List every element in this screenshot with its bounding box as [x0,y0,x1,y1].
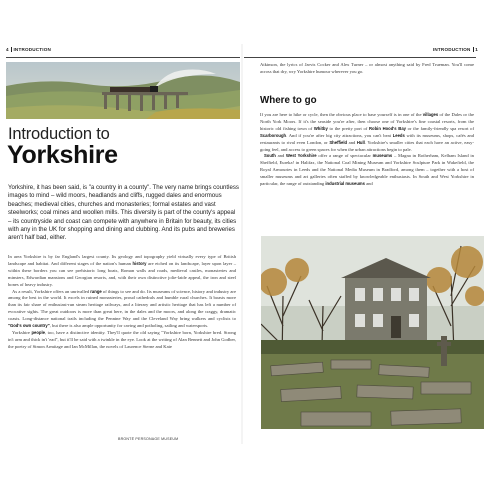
header-divider [11,47,12,52]
body-paragraph: Yorkshire people, too, have a distinctive identity. They'll quote the old saying "Yorkshire born, Yorkshire bred. Strong in't arm and thick in't 'ead", but it'll be said with a twinkle in the eye. Look at the writing of Alan Bennett and John Godber, the poetry of Simon Armitage and Ian McMillan, the novels of Laurence Sterne and Kate [8,329,236,349]
intro-heading-place: Yorkshire [7,141,118,169]
parsonage-illustration [261,236,484,429]
intro-heading-line: Introduction to [8,125,110,143]
steam-train-viaduct-photo [6,62,240,119]
lead-paragraph: Yorkshire, it has been said, is "a country in a county". The very name brings countless images to mind – wild moors, headlands and cliffs, rugged dales and enormous beaches; medieval cities, churches and monasteries; formal estates and vast steelworks; coal mines and woollen mills. This diversity is part of the county's appeal – its countryside and coast can compete with anywhere in Britain for beauty, its cities with any in the UK for shopping and dining and clubbing. And its pubs and breweries aren't half bad, either. [8,184,239,242]
header-divider [473,47,474,52]
continued-text [260,62,474,76]
body-paragraph: If you are here to hike or cycle, then the obvious place to base yourself is in one of the villages of the Dales or the North York Moors. If it's the seaside you're after, then choose one of Yorkshire's fine coastal resorts, from the historic old fishing town of Whitby to the pretty port of Robin Hood's Bay or the family-friendly spa resort of Scarborough. And if you're after big city attractions, you can't beat Leeds with its museums, shops, cafés and restaurants to rival even London, or Sheffield and Hull. Yorkshire's smaller cities that each have an active, easy-going feel, and access to green spaces for when the urban attractions begin to pale. [260,112,475,152]
right-body-text [260,112,474,188]
page-number: 4 [6,47,9,52]
body-paragraph: Atkinson, the lyrics of Jarvis Cocker and Alex Turner – or almost anything said by Fred Trueman. You'll come across that dry, wry Yorkshire humour wherever you go. [260,62,474,74]
body-paragraph: As a result, Yorkshire offers an unrivalled range of things to see and do. Its museums of science, history and industry are among the best in the world. It excels in ruined monasteries, proud cathedrals and humble rural churches. It boasts more than its fair share of enthusiast-run steam heritage railways, and a literary and artistic heritage that has left a number of evocative sights. The great outdoors is more than great here, in the dales and the moors, and along the craggy, dramatic coasts. Long-distance national trails including the Pennine Way and the Cleveland Way bring walkers and cyclists to "God's own country", but there is also ample opportunity for caving and potholing, sailing and watersports. [8,288,236,329]
train-illustration [6,62,240,119]
body-paragraph: South and West Yorkshire offer a range of spectacular museums – Magna in Rotherham, Kelham Island in Sheffield, Eureka! in Halifax, the National Coal Mining Museum and Yorkshire Sculpture Park in Wakefield, the Royal Armouries in Leeds and the National Media Museum in Bradford, among them – together with a host of smaller museums and art galleries often staffed by knowledgeable enthusiasts. In South and West Yorkshire in particular, the range of outstanding industrial museums and [260,153,474,187]
body-paragraph: In area Yorkshire is by far England's largest county. Its geology and topography yield virtually every type of British landscape and habitat. And different stages of the nation's human history are etched on its landscape, layer upon layer – within these borders you can see prehistoric long boats, Roman walls and roads, medieval castles, monasteries and minsters, Edwardian mansions and Georgian resorts, and, with their own distinctive jolie-laide appeal, the iron and steel bones of heavy industry. [8,254,236,287]
section-label: INTRODUCTION [13,47,52,52]
left-running-header [6,47,51,52]
header-rule [6,57,240,58]
parsonage-graveyard-photo [261,236,484,429]
page-number: 1 [475,47,478,52]
section-label: INTRODUCTION [432,47,471,52]
photo-caption: BRONTË PERSONAGE MUSEUM [118,437,179,441]
right-running-header [433,47,478,52]
left-body-text [8,254,236,351]
header-rule [244,57,476,58]
section-heading: Where to go [260,95,317,106]
